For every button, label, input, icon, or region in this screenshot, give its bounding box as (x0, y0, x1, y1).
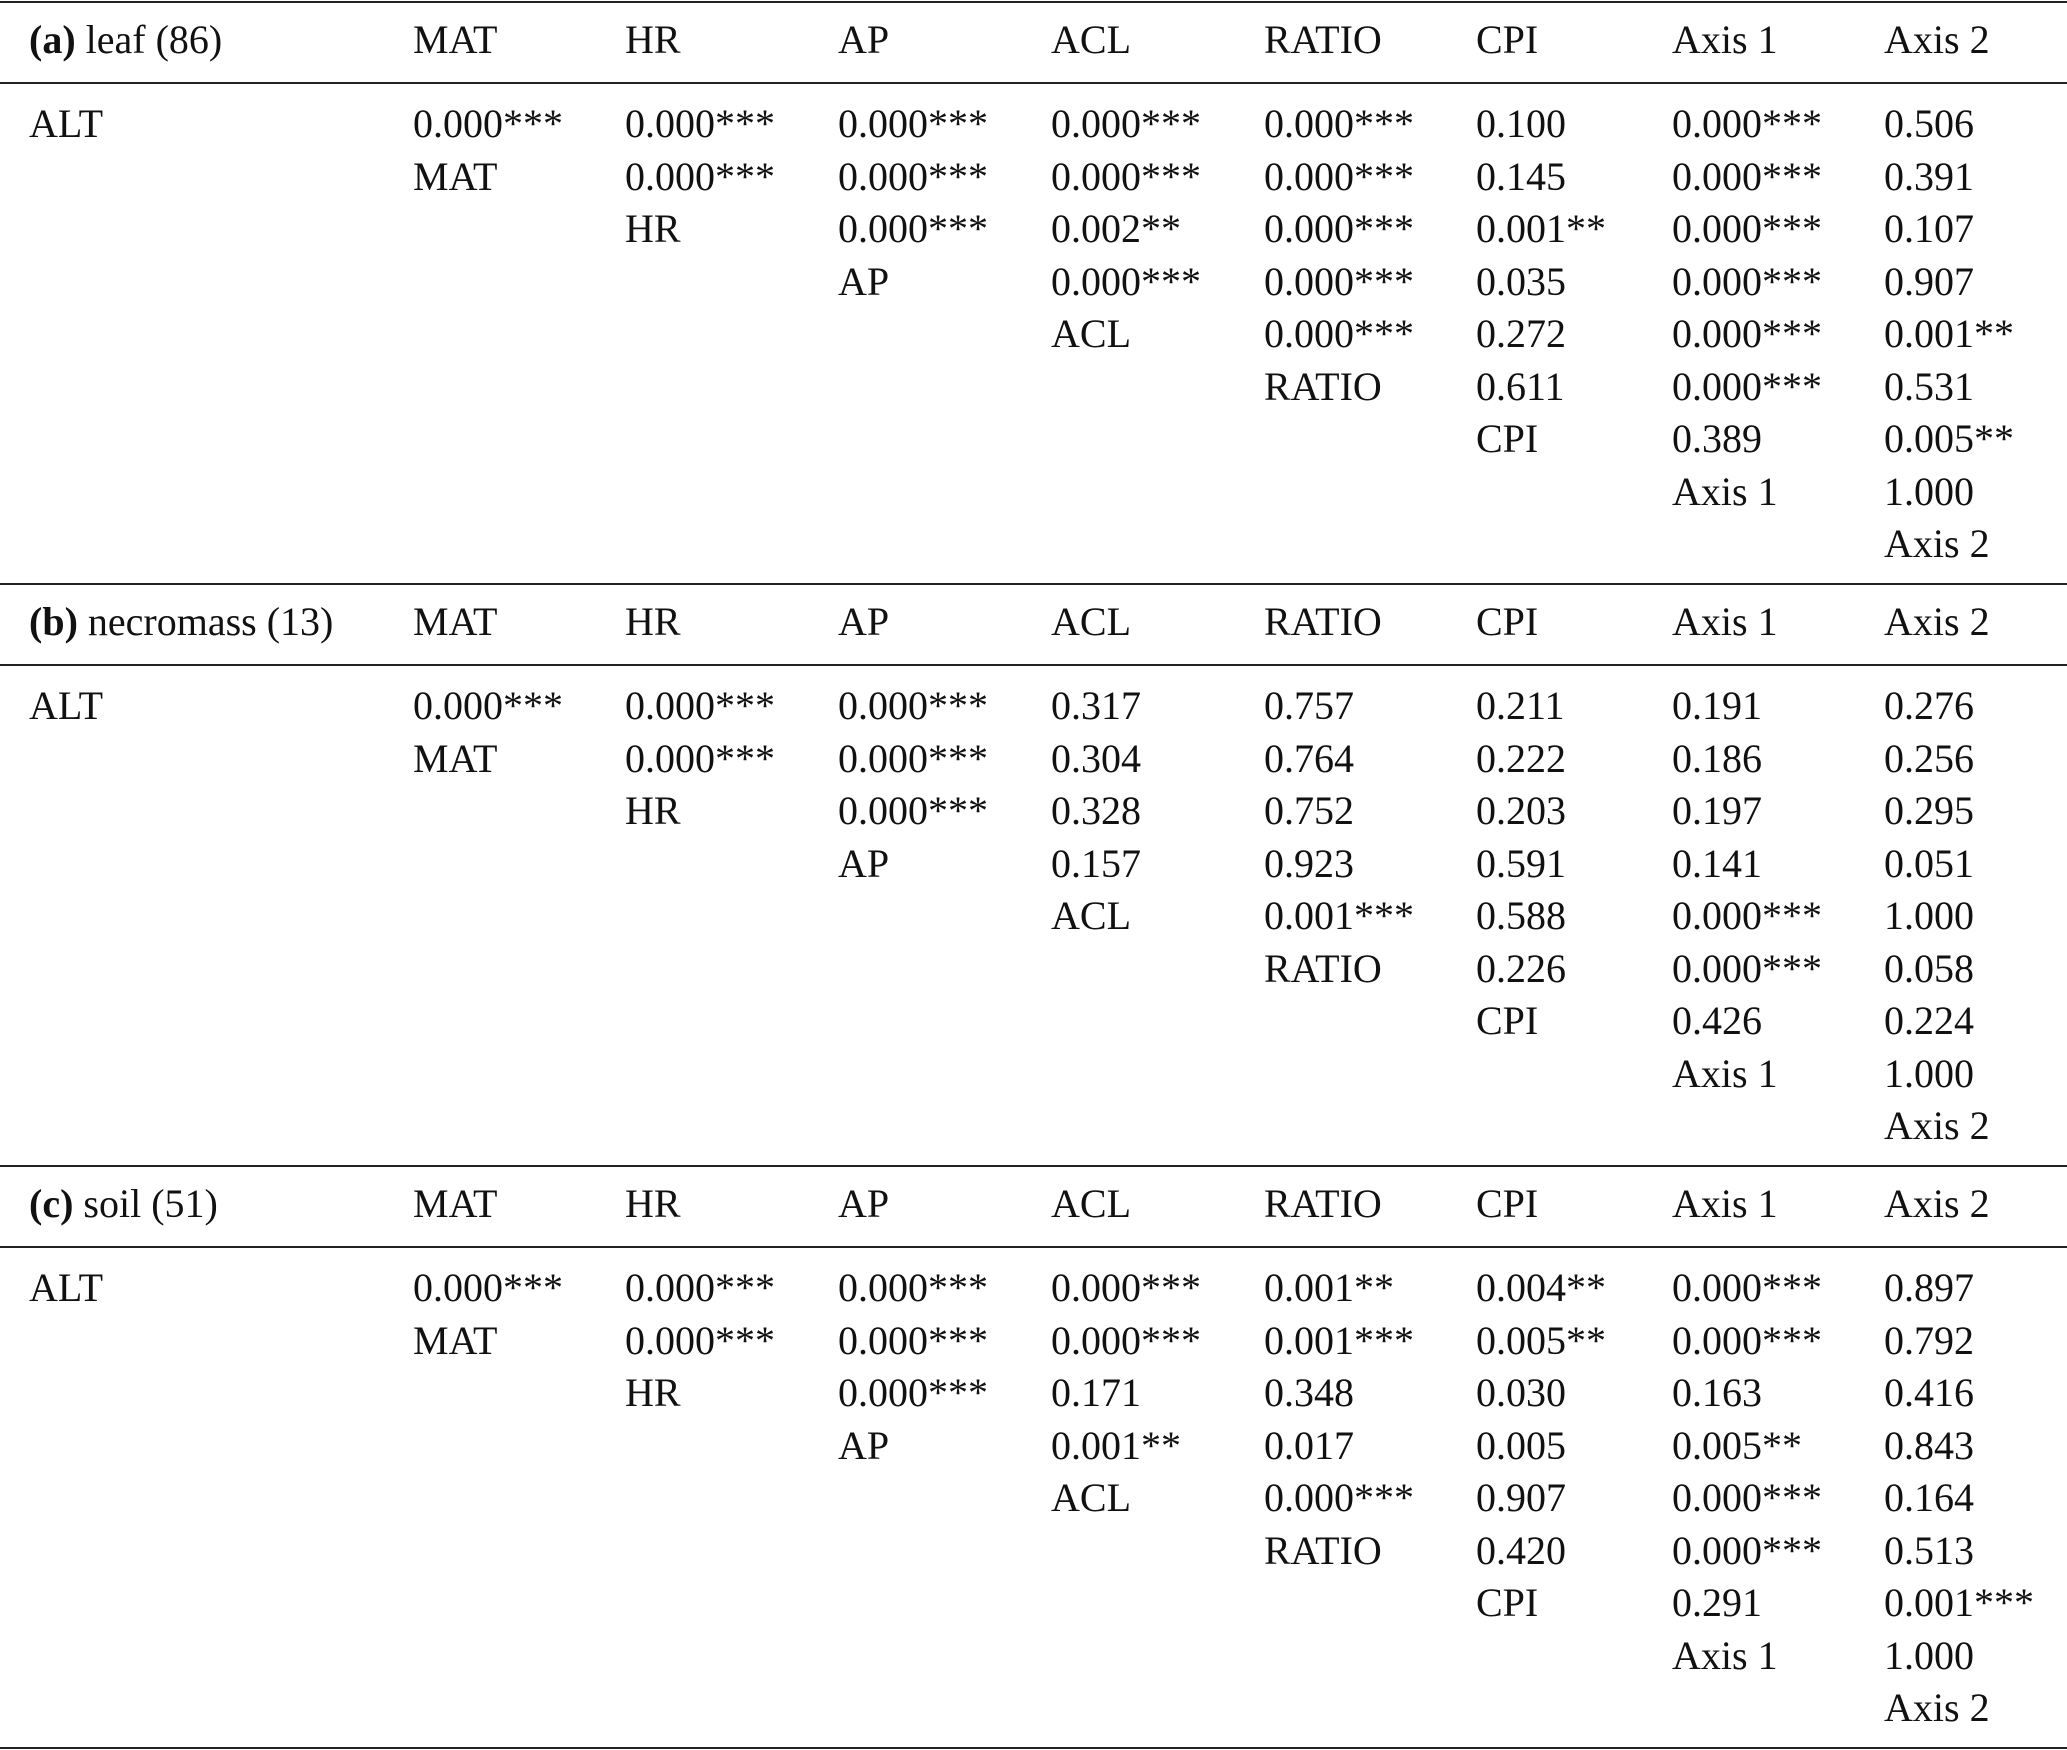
table-cell: 0.001** (1884, 311, 2014, 356)
column-header: Axis 1 (1672, 17, 1778, 62)
column-header: ACL (1051, 17, 1131, 62)
table-cell: 0.923 (1264, 840, 1354, 886)
table-row (0, 733, 2067, 785)
table-cell: 0.002** (1051, 206, 1181, 251)
table-cell: 0.752 (1264, 788, 1354, 833)
table-cell: HR (625, 206, 681, 251)
table-cell: 0.000*** (1264, 1475, 1414, 1520)
table-row (0, 1315, 2067, 1367)
table-cell: 0.000*** (625, 735, 775, 781)
table-cell: HR (625, 788, 681, 833)
table-cell: 0.000*** (1264, 101, 1414, 146)
table-cell: 0.000*** (1264, 258, 1414, 304)
table-cell: Axis 1 (1672, 1632, 1778, 1678)
table-cell: 1.000 (1884, 893, 1974, 938)
column-header: HR (625, 1181, 681, 1226)
section-label: (a) leaf (86) (29, 17, 223, 62)
table-cell: 0.897 (1884, 1265, 1974, 1310)
table-cell: 0.051 (1884, 840, 1974, 886)
table-cell: 0.203 (1476, 788, 1566, 833)
table-cell: 0.017 (1264, 1422, 1354, 1468)
table-cell: 0.000*** (625, 1265, 775, 1310)
table-cell: 0.000*** (625, 101, 775, 146)
table-cell: 0.531 (1884, 363, 1974, 409)
table-cell: 0.000*** (1672, 153, 1822, 199)
column-header: Axis 2 (1884, 17, 1990, 62)
table-cell: 0.001** (1264, 1265, 1394, 1310)
table-cell: Axis 2 (1884, 521, 1990, 566)
table-row (0, 203, 2067, 255)
table-cell: 0.000*** (1264, 206, 1414, 251)
table-cell: 0.001** (1476, 206, 1606, 251)
table-cell: 0.000*** (838, 206, 988, 251)
table-cell: 0.000*** (625, 683, 775, 728)
table-cell: RATIO (1264, 945, 1382, 991)
table-cell: ACL (1051, 893, 1131, 938)
table-cell: 0.211 (1476, 683, 1565, 728)
table-cell: 0.588 (1476, 893, 1566, 938)
column-header: HR (625, 599, 681, 644)
table-cell: 0.000*** (625, 153, 775, 199)
table-cell: 0.030 (1476, 1370, 1566, 1415)
table-cell: 0.163 (1672, 1370, 1762, 1415)
table-cell: 0.000*** (1672, 206, 1822, 251)
table-row (0, 995, 2067, 1047)
column-header: ACL (1051, 1181, 1131, 1226)
table-cell: CPI (1476, 998, 1539, 1043)
table-cell: 0.000*** (1051, 258, 1201, 304)
table-row (0, 1525, 2067, 1577)
table-cell: 0.000*** (1264, 311, 1414, 356)
table-cell: 0.000*** (1672, 1527, 1822, 1573)
table-cell: 0.100 (1476, 101, 1566, 146)
header-rule-soil (0, 1246, 2067, 1248)
column-header: MAT (413, 599, 498, 644)
column-header: RATIO (1264, 599, 1382, 644)
table-row (0, 785, 2067, 837)
top-rule (0, 1, 2067, 3)
table-cell: Axis 1 (1672, 468, 1778, 514)
table-cell: 0.001*** (1264, 893, 1414, 938)
table-cell: 0.000*** (1672, 1475, 1822, 1520)
section-header-row (0, 14, 2067, 66)
header-rule-necromass (0, 664, 2067, 666)
table-cell: 0.295 (1884, 788, 1974, 833)
table-cell: 0.000*** (625, 1317, 775, 1363)
table-cell: 0.000*** (1051, 1317, 1201, 1363)
section-rule-necromass (0, 1165, 2067, 1167)
section-header-row (0, 1178, 2067, 1230)
table-cell: 0.792 (1884, 1317, 1974, 1363)
table-row (0, 1472, 2067, 1524)
table-cell: 1.000 (1884, 1632, 1974, 1678)
table-cell: RATIO (1264, 363, 1382, 409)
table-row (0, 466, 2067, 518)
table-cell: 0.348 (1264, 1370, 1354, 1415)
table-cell: 0.391 (1884, 153, 1974, 199)
table-cell: 0.000*** (838, 153, 988, 199)
table-row (0, 413, 2067, 465)
table-cell: Axis 2 (1884, 1685, 1990, 1730)
table-cell: 0.000*** (1672, 101, 1822, 146)
column-header: ACL (1051, 599, 1131, 644)
section-rule-leaf (0, 583, 2067, 585)
table-cell: 0.256 (1884, 735, 1974, 781)
table-row (0, 1420, 2067, 1472)
table-cell: RATIO (1264, 1527, 1382, 1573)
table-cell: 0.000*** (1051, 153, 1201, 199)
table-cell: 0.000*** (838, 735, 988, 781)
table-cell: 0.224 (1884, 998, 1974, 1043)
table-cell: 0.000*** (1672, 893, 1822, 938)
table-cell: 0.591 (1476, 840, 1566, 886)
table-cell: 0.611 (1476, 363, 1565, 409)
table-cell: Axis 2 (1884, 1103, 1990, 1148)
table-row (0, 680, 2067, 732)
table-cell: 0.000*** (1672, 945, 1822, 991)
table-cell: 0.157 (1051, 840, 1141, 886)
table-cell: 0.000*** (413, 1265, 563, 1310)
table-row (0, 98, 2067, 150)
table-cell: 0.000*** (838, 1265, 988, 1310)
table-cell: 0.107 (1884, 206, 1974, 251)
column-header: MAT (413, 17, 498, 62)
table-cell: 0.005 (1476, 1422, 1566, 1468)
table-cell: 0.197 (1672, 788, 1762, 833)
column-header: RATIO (1264, 1181, 1382, 1226)
table-cell: 0.304 (1051, 735, 1141, 781)
table-cell: 0.907 (1476, 1475, 1566, 1520)
table-cell: 0.272 (1476, 311, 1566, 356)
table-row (0, 308, 2067, 360)
table-cell: 0.506 (1884, 101, 1974, 146)
table-cell: 0.000*** (1672, 1317, 1822, 1363)
table-row (0, 1262, 2067, 1314)
table-cell: Axis 1 (1672, 1050, 1778, 1096)
column-header: AP (838, 599, 890, 644)
table-row (0, 838, 2067, 890)
column-header: Axis 1 (1672, 599, 1778, 644)
table-cell: MAT (413, 735, 498, 781)
table-cell: 0.389 (1672, 416, 1762, 461)
table-cell: 0.000*** (838, 1317, 988, 1363)
table-cell: 0.000*** (1672, 311, 1822, 356)
table-cell: 0.317 (1051, 683, 1141, 728)
table-cell: HR (625, 1370, 681, 1415)
table-cell: ACL (1051, 311, 1131, 356)
column-header: Axis 2 (1884, 1181, 1990, 1226)
table-row (0, 1100, 2067, 1152)
header-rule-leaf (0, 82, 2067, 84)
table-cell: 0.000*** (413, 683, 563, 728)
table-cell: 0.426 (1672, 998, 1762, 1043)
table-cell: 0.000*** (413, 101, 563, 146)
table-cell: 0.420 (1476, 1527, 1566, 1573)
column-header: CPI (1476, 1181, 1539, 1226)
table-cell: CPI (1476, 416, 1539, 461)
table-cell: 0.764 (1264, 735, 1354, 781)
table-cell: 1.000 (1884, 468, 1974, 514)
table-cell: 0.035 (1476, 258, 1566, 304)
table-row (0, 943, 2067, 995)
table-cell: 0.005** (1884, 416, 2014, 461)
column-header: HR (625, 17, 681, 62)
column-header: AP (838, 1181, 890, 1226)
table-row (0, 1048, 2067, 1100)
table-cell: 0.058 (1884, 945, 1974, 991)
table-cell: AP (838, 1422, 890, 1468)
row-label: ALT (29, 101, 104, 146)
row-label: ALT (29, 1265, 104, 1310)
table-cell: 0.000*** (838, 101, 988, 146)
table-cell: 0.145 (1476, 153, 1566, 199)
table-cell: 0.757 (1264, 683, 1354, 728)
table-row (0, 1577, 2067, 1629)
column-header: Axis 1 (1672, 1181, 1778, 1226)
table-cell: 0.000*** (1051, 101, 1201, 146)
table-row (0, 256, 2067, 308)
table-cell: 0.000*** (838, 788, 988, 833)
table-cell: 0.000*** (1051, 1265, 1201, 1310)
table-cell: 0.907 (1884, 258, 1974, 304)
table-cell: ACL (1051, 1475, 1131, 1520)
table-cell: 0.005** (1672, 1422, 1802, 1468)
column-header: CPI (1476, 17, 1539, 62)
table-cell: 0.328 (1051, 788, 1141, 833)
table-cell: 0.291 (1672, 1580, 1762, 1625)
table-cell: 0.000*** (838, 683, 988, 728)
section-header-row (0, 596, 2067, 648)
column-header: Axis 2 (1884, 599, 1990, 644)
section-label: (c) soil (51) (29, 1181, 218, 1226)
column-header: MAT (413, 1181, 498, 1226)
table-cell: 0.141 (1672, 840, 1762, 886)
table-cell: 0.164 (1884, 1475, 1974, 1520)
table-cell: 0.000*** (1672, 1265, 1822, 1310)
table-cell: 0.186 (1672, 735, 1762, 781)
table-cell: 0.843 (1884, 1422, 1974, 1468)
column-header: RATIO (1264, 17, 1382, 62)
table-cell: 0.000*** (1672, 258, 1822, 304)
table-row (0, 1682, 2067, 1734)
column-header: CPI (1476, 599, 1539, 644)
table-cell: MAT (413, 1317, 498, 1363)
table-cell: 0.004** (1476, 1265, 1606, 1310)
table-cell: 0.001*** (1884, 1580, 2034, 1625)
row-label: ALT (29, 683, 104, 728)
table-row (0, 361, 2067, 413)
table-cell: 0.513 (1884, 1527, 1974, 1573)
table-cell: AP (838, 840, 890, 886)
table-cell: MAT (413, 153, 498, 199)
table-cell: 0.000*** (838, 1370, 988, 1415)
table-cell: AP (838, 258, 890, 304)
section-label: (b) necromass (13) (29, 599, 334, 644)
table-cell: 1.000 (1884, 1050, 1974, 1096)
table-cell: 0.226 (1476, 945, 1566, 991)
table-row (0, 1630, 2067, 1682)
table-cell: CPI (1476, 1580, 1539, 1625)
table-cell: 0.001** (1051, 1422, 1181, 1468)
table-cell: 0.005** (1476, 1317, 1606, 1363)
table-cell: 0.191 (1672, 683, 1762, 728)
table-row (0, 1367, 2067, 1419)
table-cell: 0.171 (1051, 1370, 1141, 1415)
bottom-rule (0, 1747, 2067, 1749)
table-cell: 0.416 (1884, 1370, 1974, 1415)
column-header: AP (838, 17, 890, 62)
table-row (0, 890, 2067, 942)
table-row (0, 518, 2067, 570)
table-row (0, 151, 2067, 203)
table-cell: 0.276 (1884, 683, 1974, 728)
table-cell: 0.000*** (1672, 363, 1822, 409)
table-cell: 0.001*** (1264, 1317, 1414, 1363)
table-cell: 0.222 (1476, 735, 1566, 781)
table-cell: 0.000*** (1264, 153, 1414, 199)
